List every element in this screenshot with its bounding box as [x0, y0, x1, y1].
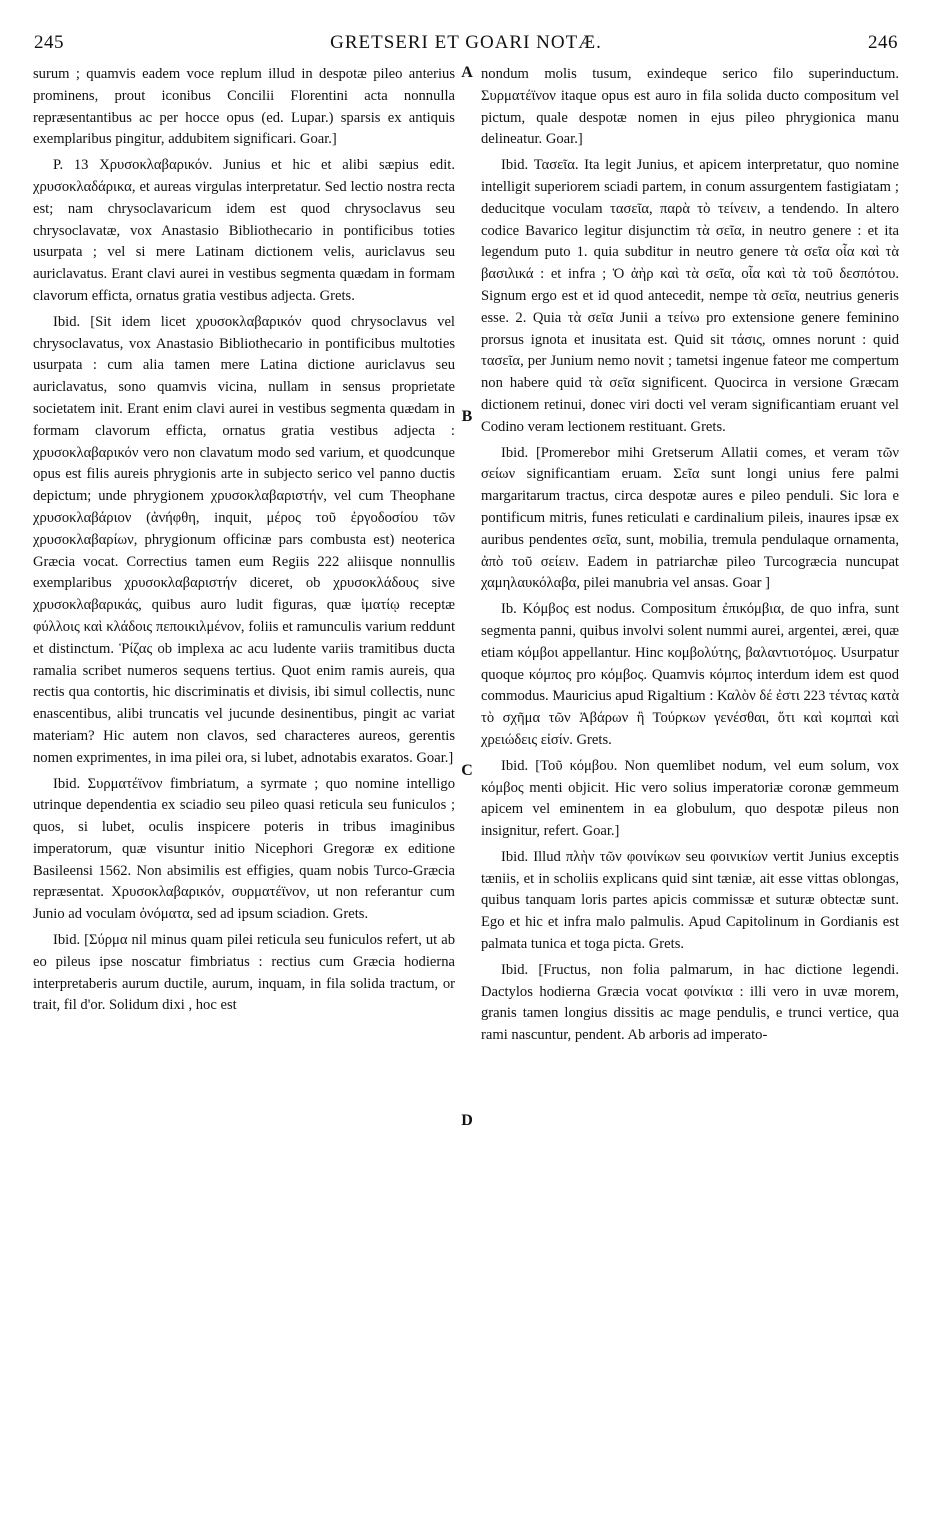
left-paragraph-4: Ibid. Συρματέϊνον fimbriatum, a syrmate ; quo nomine intelligo utrinque dependentia ex sciadio seu pileo quasi reticula seu funiculos ; quos, si lubet, oculis inspicere poteris in tribus imaginibus imperatorum, quæ visuntur initio Nicephori Gregoræ ex editione Basileensi 1562. Non absimilis est effigies, quam nobis Turco-Græcia repræsentat. Χρυσοκλαβαρικόν, συρματέϊνον, ut non referantur cum Junio ad voculam ὀνόματα, sed ad ipsum sciadion. Grets. — [33, 775, 455, 923]
right-paragraph-4: Ib. Κόμβος est nodus. Compositum ἐπικόμβια, de quo infra, sunt segmenta panni, quibus involvi solent nummi aurei, argentei, ærei, quæ etiam κόμβοι appellantur. Hinc κομβολύτης, βαλαντιοτόμος. Usurpatur quoque κόμπος pro κόμβος. Quamvis κόμπος interdum idem est quod commodus. Mauricius apud Rigaltium : Καλὸν δέ ἐστι 223 τέντας κατὰ τὸ σχῆμα τῶν Ἀβάρων ἢ Τούρκων γενέσθαι, ὅτι καὶ κομπαὶ καὶ χρειώδεις εἰσίν. Grets. — [481, 601, 899, 748]
margin-letter-c: C — [461, 762, 473, 779]
right-paragraph-1: nondum molis tusum, exindeque serico filo superinductum. Συρματέϊνον itaque opus est auro in fila solida ducto compositum vel pictum, quale despotæ nomen in ejus pileo phrygionica manu delineatur. Goar.] — [481, 66, 899, 148]
right-column — [481, 64, 899, 1051]
running-title: GRETSERI ET GOARI NOTÆ. — [330, 32, 602, 53]
page-number-left: 245 — [34, 32, 64, 53]
page-number-right: 246 — [868, 32, 898, 53]
right-paragraph-3: Ibid. [Promerebor mihi Gretserum Allatii comes, et veram τῶν σείων significantiam eruam. Σεῖα sunt longi unius fere palmi margaritarum tractus, circa despotæ aures e pileo penduli. Sic lora e pontificum mitris, funes reticulati e cardinalium pileis, inaures ipsæ ex auribus pendentes σεῖα, sunt, mobilia, tremula pendulaque ornamenta, ἀπὸ τοῦ σείειν. Eadem in patriarchæ pileo Turcogræcia nuncupat χαμηλαυκόλαβα, pilei manubria vel ansas. Goar ] — [481, 444, 899, 592]
page-header — [34, 32, 898, 56]
margin-letter-a: A — [461, 64, 473, 81]
right-paragraph-5: Ibid. [Τοῦ κόμβου. Non quemlibet nodum, vel eum solum, vox κόμβος menti objicit. Hic vero solius imperatoriæ coronæ gemmeum apicem vel eminentem in ea globulum, quo despotæ pileus non insignitur, refert. Goar.] — [481, 757, 899, 840]
left-paragraph-3: Ibid. [Sit idem licet χρυσοκλαβαρικόν quod chrysoclavus vel chrysoclavatus, vox Anastasio Bibliothecario in pontificibus multoties usurpata : cum alia tamen mere Latina dictione auriclavus seu auriclavatus, sono quamvis vicina, nullam in sensus proprietate societatem init. Erant enim clavi aurei in vestibus segmenta quædam in formam clavorum efficta, ornatus gratia vestibus adjecta : χρυσοκλαβαρικόν vero non clavatum modo sed varium, et quodcunque opus est filis aureis phrygionis arte in subjecto serico vel panno ductis depictum; unde phrygionem χρυσοκλαβαριστήν, vel cum Theophane χρυσοκλαβάριον (ἀνήφθη, inquit, μέρος τοῦ ἐργοδοσίου τῶν χρυσοκλαβαρίων, phrygionum officinæ pars combusta est) neoterica Græcia vocat. Correctius tamen eum Regiis 222 aliisque nonnullis exemplaribus χρυσοκλαβαριστήν diceret, ob χρυσοκλάδους sive χρυσοκλαβαρικάς, quibus auro ludit figuras, quæ ἱματίῳ receptæ φύλλοις καὶ κλάδοις πεποικιλμένον, foliis et ramunculis varium reddunt et distinctum. Ῥίζας ob implexa ac acu ludente variis tramitibus ducta ramalia scribet numeros sequens tertius. Quot enim ramis aureis, qua rectis qua contortis, hic discriminatis et divisis, ibi simul collectis, nunc enascentibus, alibi truncatis vel jucunde desinentibus, pingit ac variat materiam? Hic autem non clavos, sed characteres aureos, gerentis nomen exprimentes, in ima pilei ora, si lubet, adnotabis exaratos. Goar.] — [33, 313, 455, 766]
left-column — [33, 64, 455, 1021]
margin-letter-b: B — [461, 408, 473, 425]
left-paragraph-5: Ibid. [Σύρμα nil minus quam pilei reticula seu funiculos refert, ut ab eo pileus ipse noscatur fimbriatus : rectius cum Græcia hodierna interpretaberis aurum ductile, aurum, inquam, in fila solida tractum, or trait, fil d'or. Solidum dixi , hoc est — [33, 932, 455, 1014]
left-paragraph-2: P. 13 Χρυσοκλαβαρικόν. Junius et hic et alibi sæpius edit. χρυσοκλαδάρικα, et aureas virgulas interpretatur. Sed lectio nostra recta est; nam chrysoclavaricum idem est quod chrysoclavus seu chrysoclavatæ, vox Anastasio Bibliothecario in pontificibus toties usurpata ; vel si mere Latinam dictionem velis, auriclavus seu auriclavatus. Erant clavi aurei in vestibus segmenta quædam in formam clavorum efficta, ornatus gratia vestibus adjecta. Grets. — [33, 157, 455, 304]
margin-letter-d: D — [461, 1112, 473, 1129]
right-paragraph-6: Ibid. Illud πλὴν τῶν φοινίκων seu φοινικίων vertit Junius exceptis tæniis, et in scholiis explicans quid sint tæniæ, ait esse vittas oblongas, quibus tanquam loris partes apicis commissæ et suturæ obtectæ sunt. Ego et hic et infra malo palmulis. Apud Capitolinum in Gordianis est palmata tunica et toga picta. Grets. — [481, 848, 899, 953]
right-paragraph-7: Ibid. [Fructus, non folia palmarum, in hac dictione legendi. Dactylos hodierna Græcia vocat φοινίκια : illi vero in uvæ morem, granis tamen longius dissitis ac mage pendulis, e trunci vertice, qua rami nascuntur, pendent. Ab arboris ad imperato- — [481, 961, 899, 1044]
left-paragraph-1: surum ; quamvis eadem voce replum illud in despotæ pileo anterius prominens, prout iconibus Concilii Florentini acta nonnulla repræsentantibus ac per hocce opus (ed. Lupar.) sparsis ex antiquis exemplaribus pingitur, addubitem significari. Goar.] — [33, 66, 455, 148]
right-paragraph-2: Ibid. Τασεῖα. Ita legit Junius, et apicem interpretatur, quo nomine intelligit superiorem sciadi partem, in conum assurgentem fastigiatam ; deducitque voculam τασεῖα, παρὰ τὸ τείνειν, a tendendo. In altero codice Bavarico legitur disjunctim τὰ σεῖα, in neutro genere : et ita legendum puto 1. quia subditur in neutro genere τὰ σεῖα οἷα καὶ τὰ βασιλικά : et infra ; Ὁ ἀὴρ καὶ τὰ σεῖα, οἷα καὶ τὰ τοῦ δεσπότου. Signum ergo est et id quod antecedit, nempe τὰ σεῖα, neutrius generis esse. 2. Quia τὰ σεῖα Junii a τείνω pro extensione genere feminino prorsus ignota et inusitata est. Quid sit τάσις, omnes norunt : quid τασεῖα, per Junium nemo novit ; tametsi ingenue fateor me compertum non habere quid τὰ σεῖα significent. Quocirca in versione Græcam dictionem retinui, donec viri docti vel veram significantiam eruant vel Codino veram lectionem restituant. Grets. — [481, 157, 899, 435]
